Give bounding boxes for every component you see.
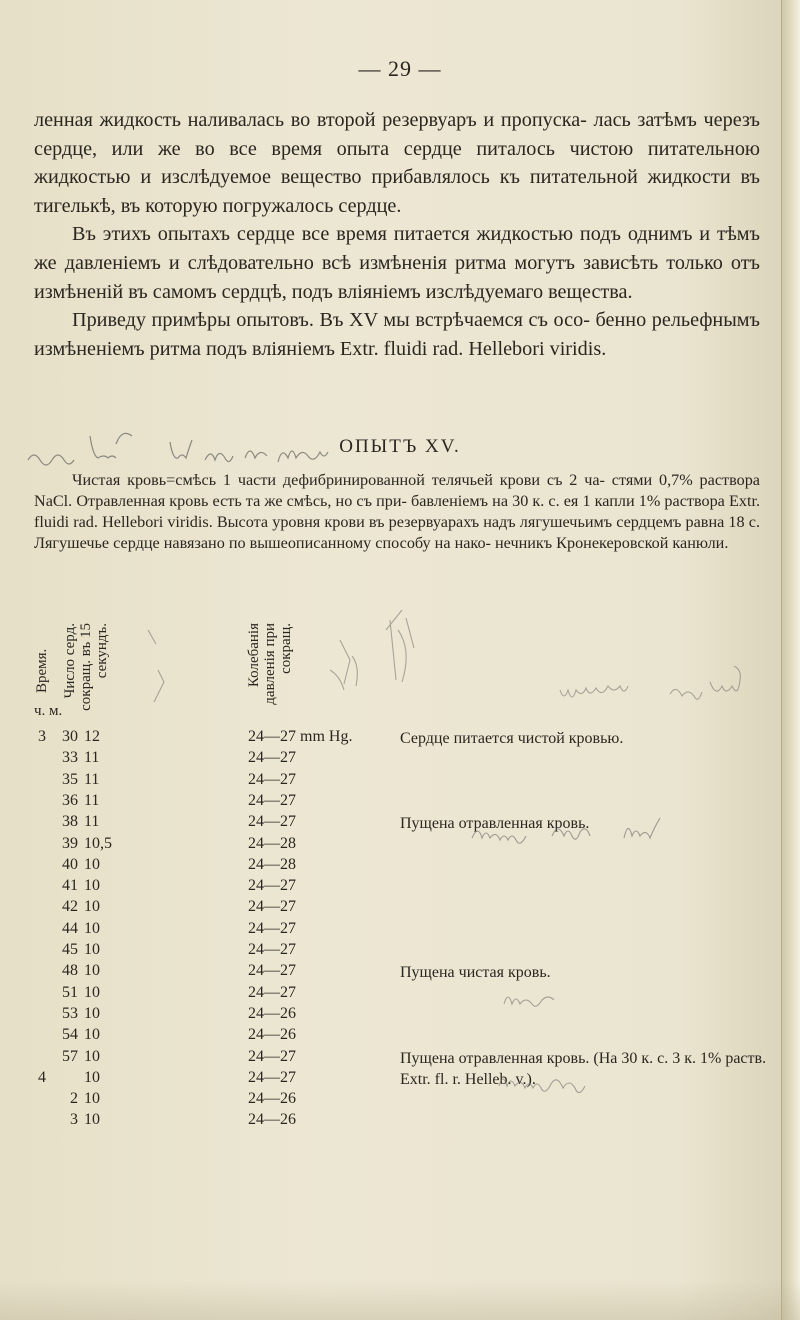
- hour-cell: 3: [38, 728, 46, 745]
- minute-cell: 40: [62, 855, 78, 873]
- minute-cell: 57: [62, 1047, 78, 1065]
- minute-cell: 44: [62, 919, 78, 937]
- minute-cell: 30: [62, 728, 78, 745]
- header-beats-line2: сокращ. въ 15: [78, 623, 94, 711]
- beats-cell: 10: [84, 1068, 100, 1086]
- table-remark: Пущена отравленная кровь.: [400, 815, 590, 833]
- pencil-note-poisoned: [470, 812, 730, 852]
- pressure-cell: 24—27: [248, 770, 296, 788]
- minute-cell: 42: [62, 898, 78, 916]
- beats-cell: 10: [84, 983, 100, 1001]
- pressure-cell: 24—27: [248, 813, 296, 831]
- page-number: — 29 —: [358, 56, 442, 81]
- minute-cell: 36: [62, 791, 78, 809]
- table-row: [0, 941, 800, 963]
- beats-cell: 10: [84, 1090, 100, 1108]
- table-row: [0, 920, 800, 942]
- beats-cell: 10: [84, 898, 100, 916]
- pressure-cell: 24—27: [248, 749, 296, 767]
- paragraph-2: Въ этихъ опытахъ сердце все время питается жидкостью подъ однимъ и тѣмъ же давленіемъ и слѣдовательно всѣ измѣненія ритма могутъ зависѣть только отъ измѣненій въ самомъ сердцѣ, подъ вліяніемъ изслѣдуемаго вещества.: [34, 223, 760, 303]
- minute-cell: 45: [62, 941, 78, 958]
- minute-cell: 33: [62, 749, 78, 767]
- table-row: [0, 771, 800, 793]
- beats-cell: 10: [84, 1047, 100, 1065]
- pencil-scribbles: [140, 610, 800, 720]
- header-units: ч. м.: [34, 703, 63, 719]
- body-text: [34, 106, 760, 363]
- beats-cell: 10: [84, 855, 100, 873]
- pressure-cell: 24—27 mm Hg.: [248, 728, 353, 745]
- beats-cell: 10: [84, 1026, 100, 1044]
- beats-cell: 11: [84, 813, 100, 831]
- beats-cell: 12: [84, 728, 100, 745]
- beats-cell: 11: [84, 791, 100, 809]
- pressure-cell: 24—26: [248, 1090, 296, 1108]
- pressure-cell: 24—27: [248, 941, 296, 958]
- pencil-note-poisoned-2: [495, 1066, 695, 1096]
- minute-cell: 54: [62, 1026, 78, 1044]
- table-row: [0, 1005, 800, 1027]
- minute-cell: 41: [62, 877, 78, 895]
- header-osc-line1: Колебанія: [246, 623, 262, 688]
- pressure-cell: 24—28: [248, 855, 296, 873]
- header-beats-line1: Число серд.: [62, 623, 78, 699]
- beats-cell: 10: [84, 877, 100, 895]
- beats-cell: 10: [84, 1111, 100, 1129]
- header-beats-line3: секундъ.: [94, 623, 110, 679]
- beats-cell: 11: [84, 770, 100, 788]
- beats-cell: 11: [84, 749, 100, 767]
- pressure-cell: 24—27: [248, 983, 296, 1001]
- beats-cell: 10: [84, 962, 100, 980]
- pressure-cell: 24—27: [248, 962, 296, 980]
- beats-cell: 10: [84, 941, 100, 958]
- minute-cell: 48: [62, 962, 78, 980]
- minute-cell: 3: [70, 1111, 78, 1129]
- pressure-cell: 24—27: [248, 791, 296, 809]
- experiment-description: [34, 470, 760, 554]
- pressure-cell: 24—27: [248, 919, 296, 937]
- pencil-note-clean: [500, 982, 620, 1012]
- beats-cell: 10: [84, 919, 100, 937]
- table-row: [0, 984, 800, 1006]
- paragraph-3: Приведу примѣры опытовъ. Въ XV мы встрѣчаемся съ осо- бенно рельефнымъ измѣненіемъ ритма подъ вліяніемъ Extr. fluidi rad. Hellebori viridis.: [34, 309, 760, 360]
- pressure-cell: 24—26: [248, 1004, 296, 1022]
- header-time: Время.: [34, 648, 50, 693]
- table-row: [0, 898, 800, 920]
- pressure-cell: 24—27: [248, 1068, 296, 1086]
- minute-cell: 38: [62, 813, 78, 831]
- minute-cell: 35: [62, 770, 78, 788]
- table-row: [0, 1026, 800, 1048]
- pressure-cell: 24—28: [248, 834, 296, 852]
- header-osc-line2: давленія при: [262, 623, 278, 705]
- hour-cell: 4: [38, 1068, 46, 1086]
- pressure-cell: 24—27: [248, 1047, 296, 1065]
- table-row: [0, 877, 800, 899]
- header-osc-line3: сокращ.: [278, 623, 294, 674]
- table-row: [0, 856, 800, 878]
- beats-cell: 10: [84, 1004, 100, 1022]
- minute-cell: 51: [62, 983, 78, 1001]
- experiment-description-text: Чистая кровь=смѣсь 1 части дефибринированной телячьей крови съ 2 ча- стями 0,7% раствора NaCl. Отравленная кровь есть та же смѣсь, но съ при- бавленіемъ на 30 к. с. ея 1 капли 1% раствора Extr. fluidi rad. Hellebori viridis. Высота уровня крови въ резервуарахъ надъ лягушечьимъ сердцемъ равна 18 с. Лягушечье сердце навязано по вышеописанному способу на нако- нечникъ Кронекеровской канюли.: [34, 471, 760, 552]
- table-remark: Пущена чистая кровь.: [400, 964, 551, 982]
- table-row: [0, 792, 800, 814]
- table-row: [0, 749, 800, 771]
- minute-cell: 2: [70, 1090, 78, 1108]
- pressure-cell: 24—27: [248, 898, 296, 916]
- table-remark: Пущена отравленная кровь. (На 30 к. с. 3 к. 1% раств. Extr. fl. r. Helleb. v.).: [400, 1049, 767, 1088]
- experiment-title: ОПЫТЪ XV.: [339, 436, 461, 457]
- pressure-cell: 24—26: [248, 1111, 296, 1129]
- table-row: [0, 1111, 800, 1133]
- pressure-cell: 24—27: [248, 877, 296, 895]
- table-remark: Сердце питается чистой кровью.: [400, 730, 624, 747]
- minute-cell: 53: [62, 1004, 78, 1022]
- paragraph-1: ленная жидкость наливалась во второй резервуаръ и пропуска- лась затѣмъ черезъ сердце, или же во все время опыта сердце питалось чистою питательною жидкостью и изслѣдуемое вещество прибавлялось къ питательной жидкости въ тигелькѣ, въ которую погружалось сердце.: [34, 109, 760, 217]
- page-shadow: [0, 1280, 800, 1320]
- pressure-cell: 24—26: [248, 1026, 296, 1044]
- beats-cell: 10,5: [84, 834, 112, 852]
- minute-cell: 39: [62, 834, 78, 852]
